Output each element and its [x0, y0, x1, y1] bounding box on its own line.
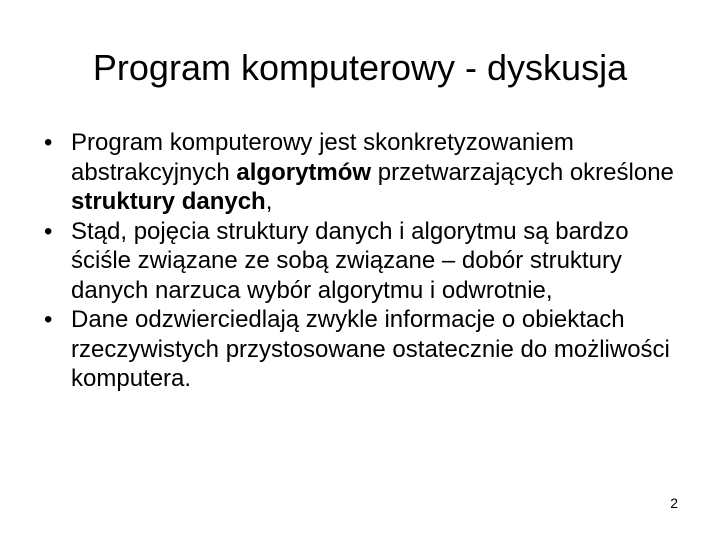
- bullet-text-segment: Stąd, pojęcia struktury danych i algorytmu są bardzo ściśle związane ze sobą związane – dobór struktury danych narzuca wybór algorytmu i odwrotnie,: [71, 217, 629, 304]
- bullet-marker: •: [44, 306, 53, 333]
- bullet-marker: •: [44, 129, 53, 156]
- slide-title: Program komputerowy - dyskusja: [92, 47, 628, 88]
- bullet-text-segment: przetwarzających określone: [371, 158, 674, 186]
- bullet-text-segment: Program komputerowy jest skonkretyzowaniem abstrakcyjnych: [71, 129, 574, 186]
- bullet-marker: •: [44, 217, 53, 245]
- bullet-list: [44, 128, 694, 394]
- bullet-bold-term: struktury danych: [71, 188, 266, 215]
- bullet-item: [44, 217, 694, 306]
- bullet-text-segment: Dane odzwierciedlają zwykle informacje o obiektach rzeczywistych przystosowane ostatecznie do możliwości komputera.: [71, 306, 670, 392]
- bullet-item: [44, 128, 694, 217]
- page-number: 2: [670, 495, 678, 511]
- bullet-bold-term: algorytmów: [236, 158, 372, 186]
- bullet-item: [44, 305, 694, 394]
- bullet-text-segment: ,: [265, 188, 273, 215]
